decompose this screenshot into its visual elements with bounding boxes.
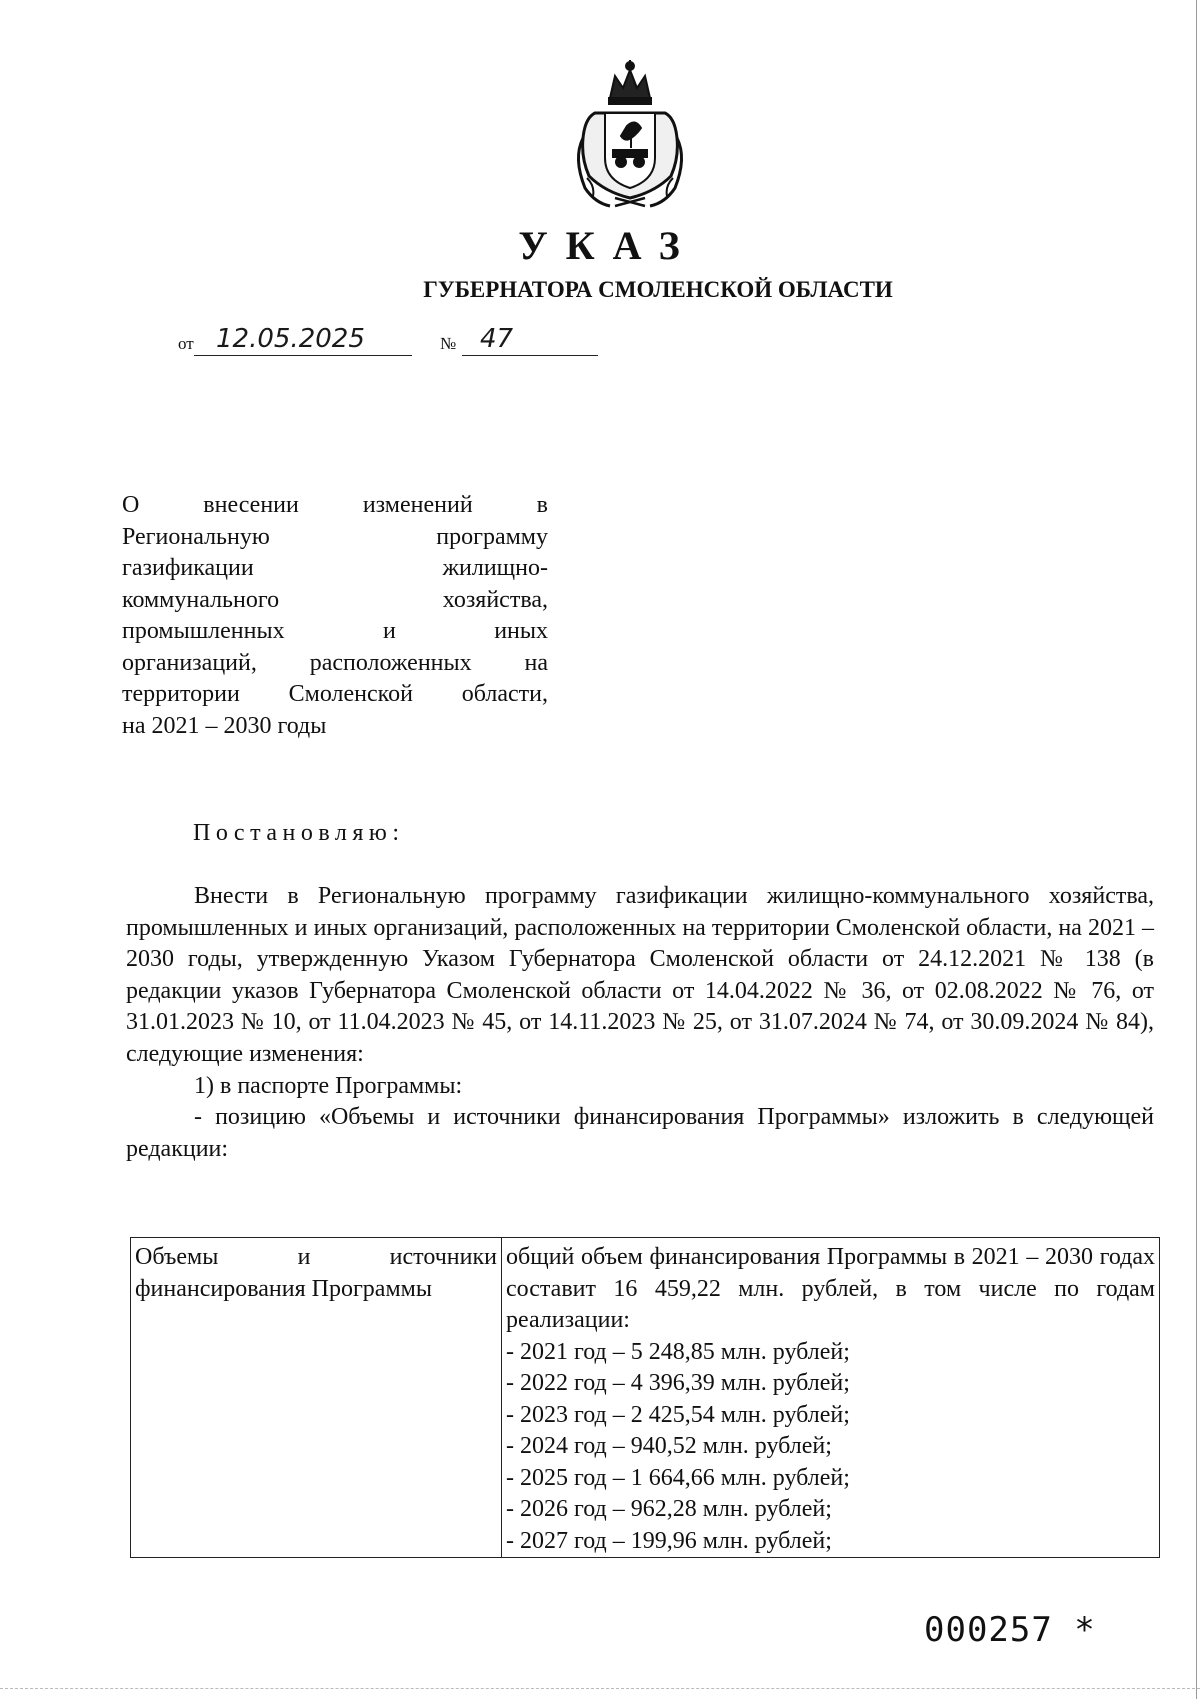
subject-line bbox=[122, 585, 548, 617]
from-label: от bbox=[178, 334, 194, 353]
scan-edge-bottom bbox=[0, 1688, 1200, 1689]
financing-table bbox=[130, 1237, 1160, 1558]
left-line-1 bbox=[135, 1242, 497, 1274]
subject-word: и bbox=[382, 618, 396, 644]
subject-word: О bbox=[122, 492, 140, 518]
left-line-2: финансирования Программы bbox=[135, 1275, 432, 1302]
year-item: - 2026 год – 962,28 млн. рублей; bbox=[506, 1496, 832, 1522]
subject-word: Смоленской bbox=[288, 681, 413, 707]
year-item: - 2021 год – 5 248,85 млн. рублей; bbox=[506, 1338, 850, 1365]
table-cell-value bbox=[502, 1238, 1160, 1558]
subject-word: иных bbox=[494, 618, 548, 644]
year-item: - 2024 год – 940,52 млн. рублей; bbox=[506, 1433, 832, 1459]
subject-word: на bbox=[524, 649, 548, 676]
year-item: - 2022 год – 4 396,39 млн. рублей; bbox=[506, 1370, 850, 1396]
table-row bbox=[131, 1238, 1160, 1558]
document-serial-number: 000257 * bbox=[924, 1610, 1096, 1650]
scan-edge-right bbox=[1196, 0, 1197, 1699]
date-underline bbox=[194, 355, 412, 356]
subject-block bbox=[122, 490, 548, 742]
subject-line bbox=[122, 553, 548, 585]
intro-paragraph: Внести в Региональную программу газификации жилищно-коммунального хозяйства, промышленных и иных организаций, расположенных на территории Смоленской области, на 2021 – 2030 годы, утвержденную Указом Губернатора Смоленской области от 24.12.2021 № 138 (в редакции указов Губернатора Смоленской области от 14.04.2022 № 36, от 02.08.2022 № 76, от 31.01.2023 № 10, от 11.04.2023 № 45, от 14.11.2023 № 25, от 31.07.2024 № 74, от 30.09.2024 № 84), следующие изменения: bbox=[126, 883, 1154, 1067]
subject-word: области, bbox=[461, 681, 548, 707]
year-item: - 2025 год – 1 664,66 млн. рублей; bbox=[506, 1464, 850, 1491]
table-cell-label bbox=[131, 1238, 502, 1558]
subject-word: расположенных bbox=[309, 649, 472, 676]
page-subtitle: ГУБЕРНАТОРА СМОЛЕНСКОЙ ОБЛАСТИ bbox=[423, 277, 893, 302]
subject-word: внесении bbox=[203, 492, 299, 518]
left-word: и bbox=[297, 1244, 311, 1270]
left-word: источники bbox=[389, 1244, 497, 1270]
subject-line bbox=[122, 522, 548, 554]
subject-line bbox=[122, 490, 548, 522]
year-item: - 2023 год – 2 425,54 млн. рублей; bbox=[506, 1401, 850, 1428]
number-underline bbox=[462, 355, 598, 356]
date-number-line bbox=[178, 322, 618, 358]
subject-word: Региональную bbox=[122, 523, 270, 550]
subject-word: коммунального bbox=[122, 586, 280, 613]
subject-word: газификации bbox=[122, 555, 254, 581]
subject-line bbox=[122, 679, 548, 711]
resolve-heading: Постановляю: bbox=[193, 820, 405, 846]
subject-word: жилищно- bbox=[442, 555, 548, 581]
smolensk-coat-of-arms-icon bbox=[565, 58, 695, 208]
subject-line bbox=[122, 648, 548, 680]
subject-word: организаций, bbox=[122, 649, 257, 676]
subject-word: изменений bbox=[362, 492, 473, 518]
subject-word: промышленных bbox=[122, 618, 285, 644]
item-1-sub: - позицию «Объемы и источники финансирования Программы» изложить в следующей редакции: bbox=[126, 1104, 1154, 1162]
financing-intro: общий объем финансирования Программы в 2021 – 2030 годах составит 16 459,22 млн. рублей, в том числе по годам реализации: bbox=[506, 1244, 1155, 1333]
body-text bbox=[126, 881, 1154, 1165]
subject-line: на 2021 – 2030 годы bbox=[122, 712, 327, 739]
number-label: № bbox=[440, 334, 457, 353]
left-word: Объемы bbox=[135, 1244, 219, 1270]
subject-word: программу bbox=[436, 523, 548, 550]
subject-word: хозяйства, bbox=[442, 586, 548, 613]
page-title: УКАЗ bbox=[518, 223, 698, 268]
subject-line bbox=[122, 616, 548, 648]
date-handwritten: 12.05.2025 bbox=[216, 324, 365, 354]
year-item: - 2027 год – 199,96 млн. рублей; bbox=[506, 1527, 832, 1554]
item-1: 1) в паспорте Программы: bbox=[194, 1072, 463, 1099]
subject-word: в bbox=[536, 492, 548, 518]
subject-word: территории bbox=[122, 681, 240, 707]
number-handwritten: 47 bbox=[480, 324, 514, 354]
